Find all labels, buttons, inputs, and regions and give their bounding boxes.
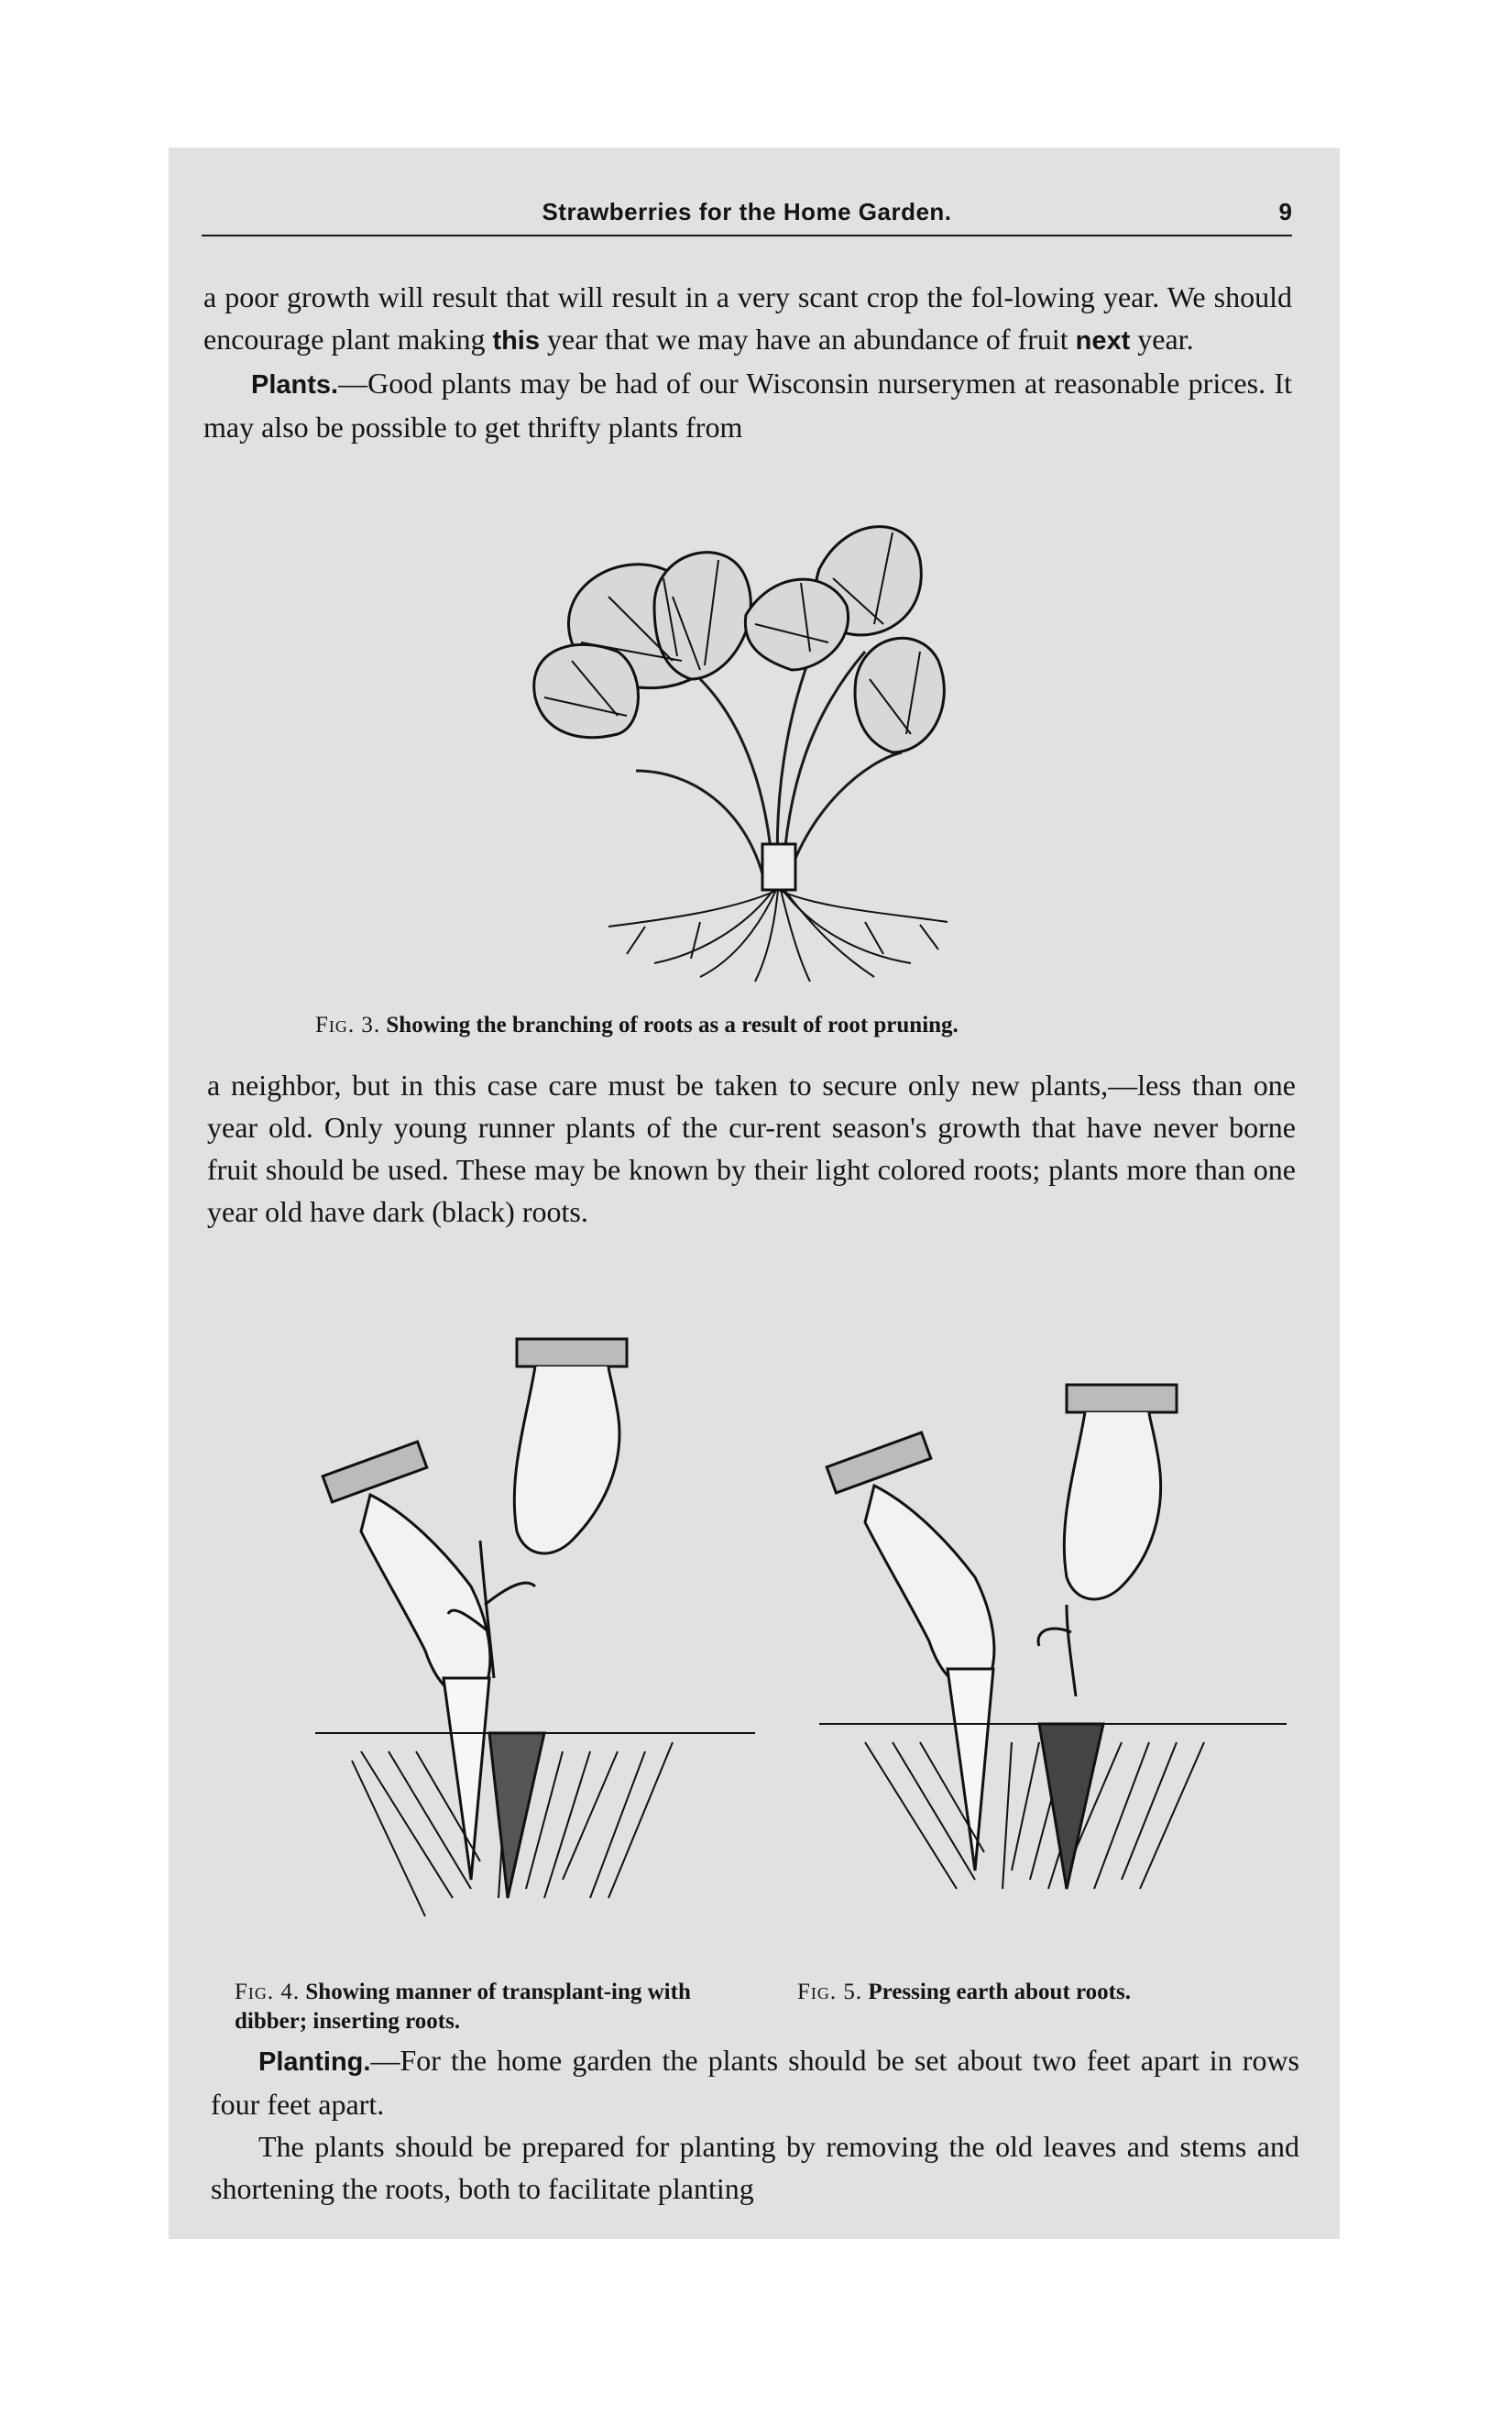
paragraph-neighbor xyxy=(207,1064,1296,1233)
figure-5-label: Fig. 5. xyxy=(797,1980,863,2004)
section-heading-plants: Plants. xyxy=(251,370,339,400)
paragraph-prepare xyxy=(211,2125,1299,2210)
figure-3-caption-text: Showing the branching of roots as a result of root pruning. xyxy=(386,1013,959,1037)
page-number: 9 xyxy=(1278,198,1292,225)
figure-3-caption xyxy=(315,1011,1232,1040)
paragraph-text: year that we may have an abundance of fruit xyxy=(540,323,1076,356)
text-block-middle xyxy=(207,1064,1296,1233)
paragraph-text: The plants should be prepared for planting by removing the old leaves and stems and shortening the roots, both to facilitate planting xyxy=(211,2130,1299,2205)
text-block-top xyxy=(203,276,1292,448)
running-title: Strawberries for the Home Garden. xyxy=(542,198,952,225)
figure-5-caption-text: Pressing earth about roots. xyxy=(868,1980,1131,2004)
page-header xyxy=(202,198,1292,244)
figure-5-caption xyxy=(797,1978,1310,2007)
figure-4-caption-text: Showing manner of transplant-ing with dibber; inserting roots. xyxy=(235,1980,691,2034)
paragraph-text: —For the home garden the plants should be set about two feet apart in rows four feet apart. xyxy=(211,2044,1299,2121)
paragraph-text: a poor growth will result that will result in a very scant crop the fol-lowing year. We should encourage plant making xyxy=(203,280,1292,356)
emphasis-this: this xyxy=(492,326,540,356)
dibber-insert-illustration xyxy=(297,1330,792,1935)
figure-4-caption xyxy=(235,1978,720,2036)
paragraph-text: a neighbor, but in this case care must be taken to secure only new plants,—less than one year old. Only young runner plants of the cur-rent season's growth that have never borne fruit should be used. These may be known by their light colored roots; plants more than one year old have dark (black) roots. xyxy=(207,1069,1296,1228)
figure-4-label: Fig. 4. xyxy=(235,1980,301,2004)
text-block-bottom xyxy=(211,2039,1299,2210)
header-rule xyxy=(202,235,1292,236)
paragraph-plants xyxy=(203,362,1292,448)
book-page xyxy=(169,148,1340,2239)
strawberry-plant-illustration xyxy=(517,496,1085,991)
paragraph-text: —Good plants may be had of our Wisconsin nurserymen at reasonable prices. It may also be possible to get thrifty plants from xyxy=(203,367,1292,444)
paragraph-growth xyxy=(203,276,1292,362)
section-heading-planting: Planting. xyxy=(258,2047,371,2077)
paragraph-planting xyxy=(211,2039,1299,2125)
emphasis-next: next xyxy=(1075,326,1131,356)
pressing-earth-illustration xyxy=(792,1330,1305,1935)
figure-3-label: Fig. 3. xyxy=(315,1013,381,1037)
paragraph-text: year. xyxy=(1130,323,1194,356)
